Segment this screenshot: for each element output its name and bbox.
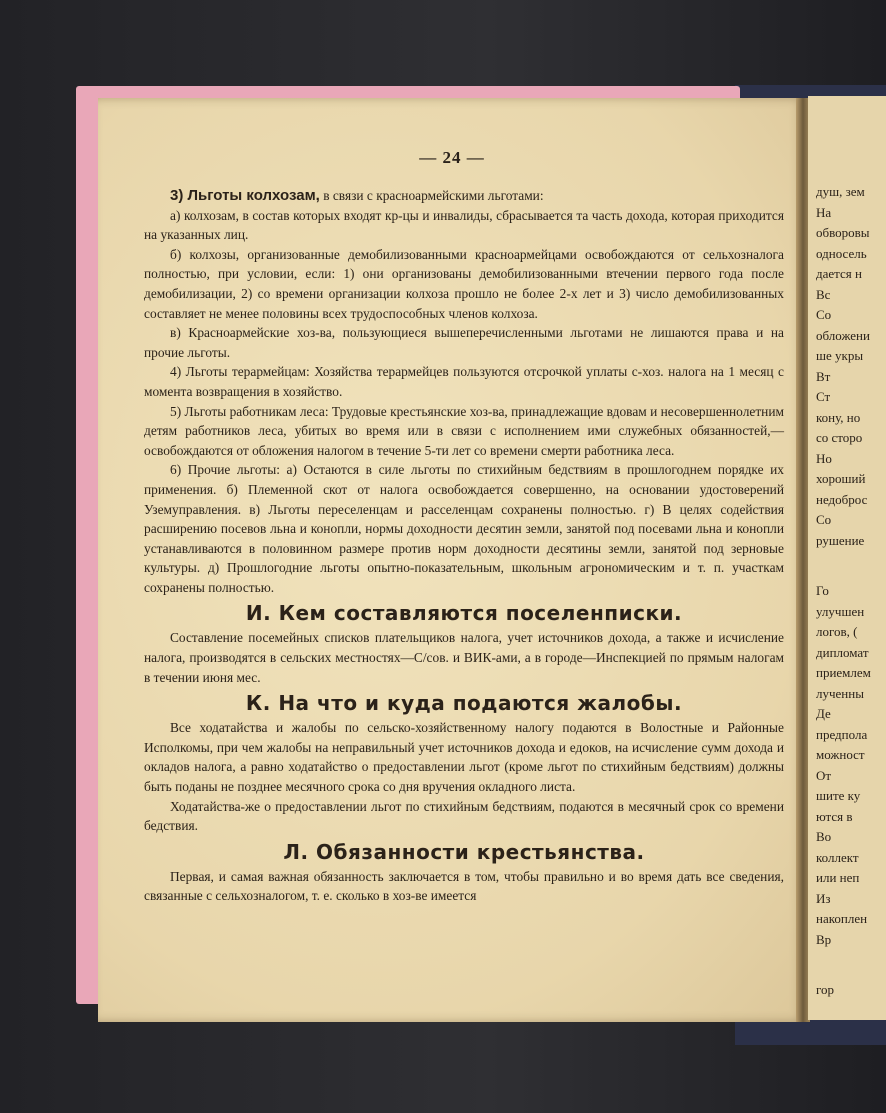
right-page-line: дипломат xyxy=(816,644,869,660)
paragraph: б) колхозы, организованные демобилизованными красноармейцами освобождаются от сельхозналога полностью, при условии, если: 1) они организованы демобилизованными втечении первого года после демобилизации, 2) со времени организации колхоза прошло не более 2-х лет и 3) число демобилизованных составляет не менее половины всех трудоспособных членов колхоза. xyxy=(144,246,784,321)
right-page-line: Со xyxy=(816,512,832,527)
right-page-line: предпола xyxy=(816,726,868,742)
right-page-line xyxy=(816,950,886,980)
right-page-line: накоплен xyxy=(816,911,868,926)
section-3-paragraph xyxy=(144,186,784,206)
right-page-line: Но xyxy=(816,450,832,466)
left-page xyxy=(98,98,806,1022)
right-page-line xyxy=(816,551,886,581)
section-3-rest: в связи с красноармейскими льготами: xyxy=(319,188,544,203)
right-page-line: улучшен xyxy=(816,603,865,619)
page-text xyxy=(144,186,784,906)
right-page-line: недоброс xyxy=(816,491,868,507)
right-page-line: Вр xyxy=(816,931,832,947)
paragraph-l: Первая, и самая важная обязанность заключается в том, чтобы правильно и во время дать все сведения, связанные с сельхозналогом, т. е. сколько в хоз-ве имеется xyxy=(144,868,784,904)
right-page-line: обложени xyxy=(816,327,870,343)
right-page-line: односель xyxy=(816,245,867,261)
right-page-line: рушение xyxy=(816,532,865,548)
heading-k: К. На что и куда подаются жалобы. xyxy=(245,691,683,716)
paragraph-k1: Все ходатайства и жалобы по сельско-хозяйственному налогу подаются в Волостные и Районные Исполкомы, при чем жалобы на неправильный учет источников дохода и едоков, на исчисление сумм дохода и окладов налога, а равно ходатайство о предоставлении льгот (кроме льгот по стихийным бедствиям) должны быть поданы не позднее месячного срока со дня вручения окладного листа. xyxy=(144,720,784,795)
right-page-line: ше укры xyxy=(816,348,864,363)
paragraph: 6) Прочие льготы: а) Остаются в силе льготы по стихийным бедствиям в прошлогоднем порядке их применения. б) Племенной скот от налога освобождается совершенно, на основании удостоверений Уземуправления. в) Льготы переселенцам и расселенцам сохранены полностью. г) В целях содействия расширению посевов льна и конопли, нормы доходности десятин земли, занятой под посевами льна и конопли устанавливаются в половинном размере против норм доходности десятины земли, занятой под зерновые культуры. д) Прошлогодние льготы опытно-показательным, школьным агрономическим и т. п. участкам сохранены полностью. xyxy=(144,462,784,595)
right-page-line: От xyxy=(816,767,832,783)
right-page-line: или неп xyxy=(816,870,860,885)
page-number: — 24 — xyxy=(419,148,485,167)
right-page-line: обворовы xyxy=(816,225,870,240)
right-page-line: Го xyxy=(816,583,829,598)
right-page-line: коллект xyxy=(816,849,859,865)
right-page-line: лученны xyxy=(816,685,864,701)
right-page-line: дается н xyxy=(816,266,862,281)
right-page-line: кону, но xyxy=(816,409,861,425)
paragraph: в) Красноармейские хоз-ва, пользующиеся вышеперечисленными льготами не лишаются права и на прочие льготы. xyxy=(144,325,784,360)
right-page-line: Де xyxy=(816,706,831,721)
paragraph: 5) Льготы работникам леса: Трудовые крестьянские хоз-ва, принадлежащие вдовам и несовершеннолетним детям работников леса, убитых во время или в связи с исполнением ими служебных обязанностей,—освобождаются от обложения налогом в течение 5-ти лет со времени смерти работника леса. xyxy=(144,403,784,458)
right-page-line: душ, зем xyxy=(816,184,865,199)
right-page-line: Из xyxy=(816,890,831,906)
right-page-line: ются в xyxy=(816,808,853,824)
paragraph-k2: Ходатайства-же о предоставлении льгот по стихийным бедствиям, подаются в месячный срок со времени бедствия. xyxy=(144,798,784,834)
right-page-line: На xyxy=(816,204,832,220)
section-3-lead: 3) Льготы колхозам, xyxy=(170,187,320,204)
right-page-line: хороший xyxy=(816,471,866,486)
right-page-line: Со xyxy=(816,307,832,322)
right-page-line: со сторо xyxy=(816,430,863,445)
right-page-line: логов, ( xyxy=(816,624,858,639)
right-page-line: Вс xyxy=(816,286,831,302)
right-page-line: Ст xyxy=(816,389,831,404)
right-page-line: приемлем xyxy=(816,665,871,680)
right-page-line: можност xyxy=(816,747,865,762)
right-page-line: шите ку xyxy=(816,788,861,803)
heading-l: Л. Обязанности крестьянства. xyxy=(283,839,645,864)
right-page-line: гор xyxy=(816,982,835,997)
heading-i: И. Кем составляются поселенписки. xyxy=(245,601,683,626)
right-page xyxy=(808,96,886,1020)
right-page-line: Во xyxy=(816,829,832,844)
paragraph: 4) Льготы терармейцам: Хозяйства терармейцев пользуются отсрочкой уплаты с-хоз. налога на 1 месяц с момента возвращения в хозяйство. xyxy=(144,364,784,399)
right-page-line: Вт xyxy=(816,368,831,384)
paragraph: а) колхозам, в состав которых входят кр-цы и инвалиды, сбрасывается та часть дохода, которая приходится на указанных лиц. xyxy=(144,207,784,243)
paragraph-i: Составление посемейных списков плательщиков налога, учет источников дохода, а также и исчисление налога, производятся в сельских местностях—С/сов. и ВИК-ами, а в городе—Инспекцией по прямым налогам в течении июня мес. xyxy=(144,630,784,685)
right-page-fragments xyxy=(816,182,886,1001)
